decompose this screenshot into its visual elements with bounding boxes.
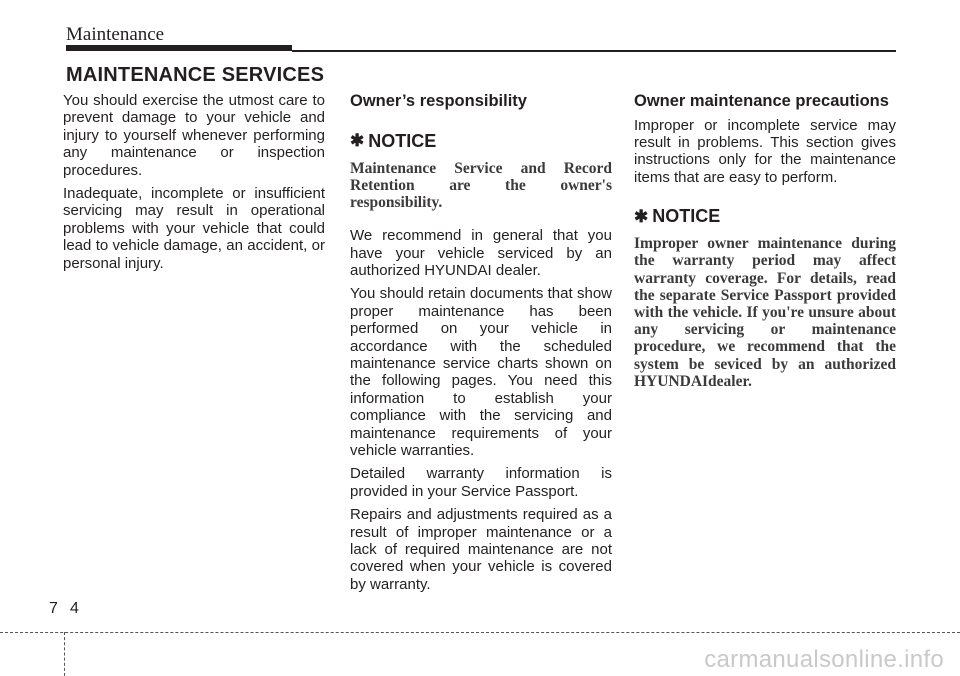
notice-heading <box>350 131 612 152</box>
watermark: carmanualsonline.info <box>704 646 944 673</box>
column-3 <box>634 92 896 406</box>
col2-paragraph-3: Detailed warranty information is provided in your Service Passport. <box>350 465 612 500</box>
notice-label: NOTICE <box>652 206 721 227</box>
column-1 <box>63 92 325 278</box>
header-title: Maintenance <box>66 24 165 45</box>
header-rule-thick <box>66 45 292 51</box>
section-title: MAINTENANCE SERVICES <box>66 64 325 86</box>
chapter-number: 7 <box>49 600 58 617</box>
col2-paragraph-4: Repairs and adjustments required as a result of improper maintenance or a lack of required maintenance are not covered when your vehicle is covered by warranty. <box>350 506 612 593</box>
footer-dashed-rule <box>0 632 960 633</box>
owner-maintenance-precautions-heading: Owner maintenance precautions <box>634 92 889 110</box>
page-number: 4 <box>70 600 79 617</box>
notice-heading <box>634 206 896 227</box>
col1-paragraph-1: You should exercise the utmost care to prevent damage to your vehicle and injury to yourself whenever performing any maintenance or inspection procedures. <box>63 92 325 179</box>
header-rule-thin <box>292 50 896 52</box>
notice-text: Maintenance Service and Record Retention are the owner's responsibility. <box>350 159 612 211</box>
col1-paragraph-2: Inadequate, incomplete or insufficient servicing may result in operational problems with your vehicle that could lead to vehicle damage, an accident, or personal injury. <box>63 185 325 272</box>
asterisk-notice-icon: ✱ <box>634 206 649 226</box>
col2-paragraph-2: You should retain documents that show proper maintenance has been performed on your vehicle in accordance with the scheduled maintenance service charts shown on the following pages. You need this information to establish your compliance with the servicing and maintenance requirements of your vehicle warranties. <box>350 285 612 459</box>
footer-dashed-divider <box>64 632 65 676</box>
col2-paragraph-1: We recommend in general that you have your vehicle serviced by an authorized HYUNDAI dealer. <box>350 227 612 279</box>
asterisk-notice-icon: ✱ <box>350 131 365 150</box>
notice-text: Improper owner maintenance during the warranty period may affect warranty coverage. For details, read the separate Service Passport provided with the vehicle. If you're unsure about any servicing or maintenance procedure, we recommend that the system be seviced by an authorized HYUNDAIdealer. <box>634 235 896 390</box>
col3-paragraph-1: Improper or incomplete service may result in problems. This section gives instructions only for the maintenance items that are easy to perform. <box>634 116 896 186</box>
notice-label: NOTICE <box>368 130 437 151</box>
owners-responsibility-heading: Owner’s responsibility <box>350 92 527 110</box>
column-2 <box>350 92 612 599</box>
